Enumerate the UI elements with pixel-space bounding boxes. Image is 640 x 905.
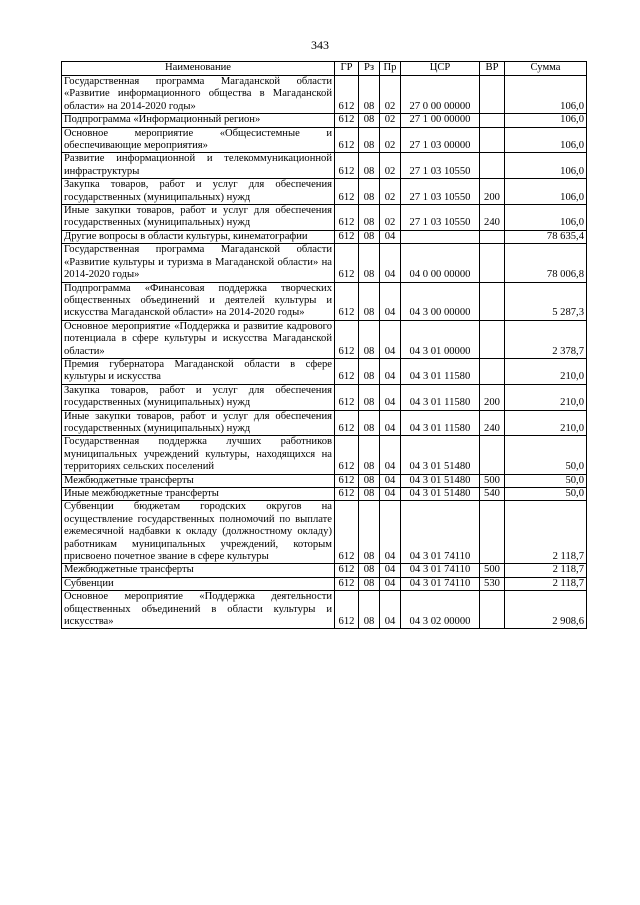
cell-sum: 50,0: [505, 474, 587, 487]
cell-pr: 04: [380, 410, 401, 436]
table-row: [62, 127, 587, 153]
cell-pr: 02: [380, 153, 401, 179]
cell-sum: 50,0: [505, 436, 587, 474]
cell-name: Закупка товаров, работ и услуг для обеспечения государственных (муниципальных) нужд: [62, 384, 335, 410]
cell-csr: 04 3 01 00000: [401, 320, 480, 358]
cell-pr: 02: [380, 179, 401, 205]
cell-rz: 08: [359, 564, 380, 577]
cell-sum: 106,0: [505, 127, 587, 153]
cell-vr: [480, 501, 505, 564]
cell-vr: [480, 244, 505, 282]
cell-csr: 04 3 01 11580: [401, 358, 480, 384]
cell-name: Основное мероприятие «Общесистемные и обеспечивающие мероприятия»: [62, 127, 335, 153]
cell-rz: 08: [359, 488, 380, 501]
cell-gr: 612: [335, 244, 359, 282]
table-row: [62, 244, 587, 282]
cell-rz: 08: [359, 501, 380, 564]
cell-name: Подпрограмма «Информационный регион»: [62, 114, 335, 127]
cell-rz: 08: [359, 230, 380, 243]
header-csr: ЦСР: [401, 62, 480, 76]
cell-sum: 5 287,3: [505, 282, 587, 320]
cell-rz: 08: [359, 76, 380, 114]
cell-csr: 27 1 03 10550: [401, 153, 480, 179]
cell-name: Межбюджетные трансферты: [62, 474, 335, 487]
cell-gr: 612: [335, 282, 359, 320]
table-row: [62, 436, 587, 474]
cell-gr: 612: [335, 410, 359, 436]
header-pr: Пр: [380, 62, 401, 76]
table-row: [62, 358, 587, 384]
cell-gr: 612: [335, 76, 359, 114]
cell-sum: 210,0: [505, 384, 587, 410]
cell-csr: 27 0 00 00000: [401, 76, 480, 114]
cell-rz: 08: [359, 577, 380, 590]
header-sum: Сумма: [505, 62, 587, 76]
cell-rz: 08: [359, 410, 380, 436]
cell-gr: 612: [335, 564, 359, 577]
cell-gr: 612: [335, 591, 359, 629]
cell-vr: 500: [480, 474, 505, 487]
cell-name: Государственная программа Магаданской области «Развитие информационного общества в Магаданской области» на 2014-2020 годы»: [62, 76, 335, 114]
cell-sum: 210,0: [505, 410, 587, 436]
cell-csr: 04 3 01 74110: [401, 577, 480, 590]
cell-sum: 106,0: [505, 114, 587, 127]
cell-pr: 04: [380, 577, 401, 590]
cell-gr: 612: [335, 488, 359, 501]
cell-name: Иные закупки товаров, работ и услуг для обеспечения государственных (муниципальных) нужд: [62, 410, 335, 436]
table-row: [62, 205, 587, 231]
cell-sum: 2 118,7: [505, 501, 587, 564]
cell-rz: 08: [359, 591, 380, 629]
cell-csr: 04 3 01 11580: [401, 410, 480, 436]
table-row: [62, 564, 587, 577]
table-row: [62, 488, 587, 501]
cell-vr: 530: [480, 577, 505, 590]
cell-csr: [401, 230, 480, 243]
cell-csr: 27 1 03 10550: [401, 179, 480, 205]
cell-gr: 612: [335, 577, 359, 590]
header-rz: Рз: [359, 62, 380, 76]
cell-csr: 27 1 03 10550: [401, 205, 480, 231]
cell-rz: 08: [359, 153, 380, 179]
cell-sum: 78 635,4: [505, 230, 587, 243]
cell-pr: 02: [380, 76, 401, 114]
cell-rz: 08: [359, 114, 380, 127]
cell-csr: 04 3 01 51480: [401, 488, 480, 501]
cell-name: Межбюджетные трансферты: [62, 564, 335, 577]
cell-gr: 612: [335, 474, 359, 487]
cell-name: Основное мероприятие «Поддержка деятельности общественных объединений в области культуры и искусства»: [62, 591, 335, 629]
cell-csr: 04 3 02 00000: [401, 591, 480, 629]
cell-rz: 08: [359, 474, 380, 487]
cell-gr: 612: [335, 384, 359, 410]
cell-sum: 106,0: [505, 179, 587, 205]
cell-csr: 27 1 00 00000: [401, 114, 480, 127]
cell-sum: 2 118,7: [505, 564, 587, 577]
header-gr: ГР: [335, 62, 359, 76]
cell-sum: 2 908,6: [505, 591, 587, 629]
table-row: [62, 474, 587, 487]
cell-pr: 04: [380, 320, 401, 358]
cell-name: Подпрограмма «Финансовая поддержка творческих общественных объединений и деятелей культуры и искусства Магаданской области» на 2014-2020 годы»: [62, 282, 335, 320]
cell-pr: 04: [380, 244, 401, 282]
cell-gr: 612: [335, 114, 359, 127]
cell-pr: 04: [380, 358, 401, 384]
cell-rz: 08: [359, 244, 380, 282]
table-row: [62, 384, 587, 410]
table-row: [62, 153, 587, 179]
cell-rz: 08: [359, 127, 380, 153]
cell-csr: 04 3 01 51480: [401, 474, 480, 487]
table-body: [62, 76, 587, 629]
cell-pr: 04: [380, 282, 401, 320]
cell-name: Основное мероприятие «Поддержка и развитие кадрового потенциала в сфере культуры и искусства Магаданской области»: [62, 320, 335, 358]
cell-gr: 612: [335, 230, 359, 243]
cell-gr: 612: [335, 320, 359, 358]
cell-vr: [480, 114, 505, 127]
cell-csr: 04 3 01 11580: [401, 384, 480, 410]
cell-csr: 27 1 03 00000: [401, 127, 480, 153]
header-vr: ВР: [480, 62, 505, 76]
cell-name: Субвенции: [62, 577, 335, 590]
table-row: [62, 230, 587, 243]
cell-gr: 612: [335, 179, 359, 205]
cell-pr: 04: [380, 230, 401, 243]
cell-name: Государственная поддержка лучших работников муниципальных учреждений культуры, находящихся на территориях сельских поселений: [62, 436, 335, 474]
cell-rz: 08: [359, 384, 380, 410]
table-row: [62, 282, 587, 320]
cell-vr: 240: [480, 410, 505, 436]
table-row: [62, 320, 587, 358]
cell-sum: 2 378,7: [505, 320, 587, 358]
table-row: [62, 501, 587, 564]
cell-gr: 612: [335, 153, 359, 179]
cell-pr: 04: [380, 488, 401, 501]
cell-gr: 612: [335, 205, 359, 231]
cell-name: Премия губернатора Магаданской области в сфере культуры и искусства: [62, 358, 335, 384]
table-row: [62, 179, 587, 205]
cell-csr: 04 3 01 51480: [401, 436, 480, 474]
cell-rz: 08: [359, 282, 380, 320]
cell-csr: 04 3 01 74110: [401, 564, 480, 577]
cell-name: Иные межбюджетные трансферты: [62, 488, 335, 501]
cell-name: Развитие информационной и телекоммуникационной инфраструктуры: [62, 153, 335, 179]
cell-sum: 50,0: [505, 488, 587, 501]
cell-rz: 08: [359, 179, 380, 205]
cell-gr: 612: [335, 358, 359, 384]
cell-name: Государственная программа Магаданской области «Развитие культуры и туризма в Магаданской области» на 2014-2020 годы»: [62, 244, 335, 282]
table-row: [62, 410, 587, 436]
cell-sum: 106,0: [505, 153, 587, 179]
cell-vr: [480, 358, 505, 384]
cell-pr: 04: [380, 474, 401, 487]
cell-sum: 210,0: [505, 358, 587, 384]
cell-rz: 08: [359, 436, 380, 474]
cell-vr: [480, 591, 505, 629]
cell-pr: 02: [380, 205, 401, 231]
cell-csr: 04 0 00 00000: [401, 244, 480, 282]
cell-vr: 500: [480, 564, 505, 577]
cell-pr: 02: [380, 114, 401, 127]
cell-csr: 04 3 00 00000: [401, 282, 480, 320]
cell-sum: 106,0: [505, 76, 587, 114]
cell-rz: 08: [359, 205, 380, 231]
cell-pr: 02: [380, 127, 401, 153]
cell-vr: 540: [480, 488, 505, 501]
table-row: [62, 76, 587, 114]
cell-rz: 08: [359, 320, 380, 358]
cell-sum: 2 118,7: [505, 577, 587, 590]
cell-gr: 612: [335, 436, 359, 474]
header-name: Наименование: [62, 62, 335, 76]
cell-pr: 04: [380, 436, 401, 474]
cell-vr: [480, 127, 505, 153]
cell-rz: 08: [359, 358, 380, 384]
cell-vr: [480, 436, 505, 474]
cell-vr: [480, 76, 505, 114]
table-row: [62, 114, 587, 127]
cell-gr: 612: [335, 501, 359, 564]
cell-csr: 04 3 01 74110: [401, 501, 480, 564]
cell-vr: 200: [480, 179, 505, 205]
cell-vr: [480, 153, 505, 179]
cell-vr: [480, 282, 505, 320]
cell-name: Закупка товаров, работ и услуг для обеспечения государственных (муниципальных) нужд: [62, 179, 335, 205]
cell-pr: 04: [380, 591, 401, 629]
cell-vr: [480, 320, 505, 358]
table-row: [62, 577, 587, 590]
page-number: 343: [311, 38, 329, 52]
budget-table: [61, 61, 587, 629]
cell-sum: 106,0: [505, 205, 587, 231]
cell-vr: [480, 230, 505, 243]
cell-pr: 04: [380, 501, 401, 564]
table-header-row: [62, 62, 587, 76]
cell-sum: 78 006,8: [505, 244, 587, 282]
table-row: [62, 591, 587, 629]
cell-pr: 04: [380, 564, 401, 577]
cell-name: Субвенции бюджетам городских округов на осуществление государственных полномочий по выплате ежемесячной надбавки к окладу (должностному окладу) работникам муниципальных учреждений, которым присвоено почетное звание в сфере культуры: [62, 501, 335, 564]
cell-gr: 612: [335, 127, 359, 153]
cell-name: Иные закупки товаров, работ и услуг для обеспечения государственных (муниципальных) нужд: [62, 205, 335, 231]
cell-pr: 04: [380, 384, 401, 410]
cell-vr: 200: [480, 384, 505, 410]
cell-name: Другие вопросы в области культуры, кинематографии: [62, 230, 335, 243]
cell-vr: 240: [480, 205, 505, 231]
